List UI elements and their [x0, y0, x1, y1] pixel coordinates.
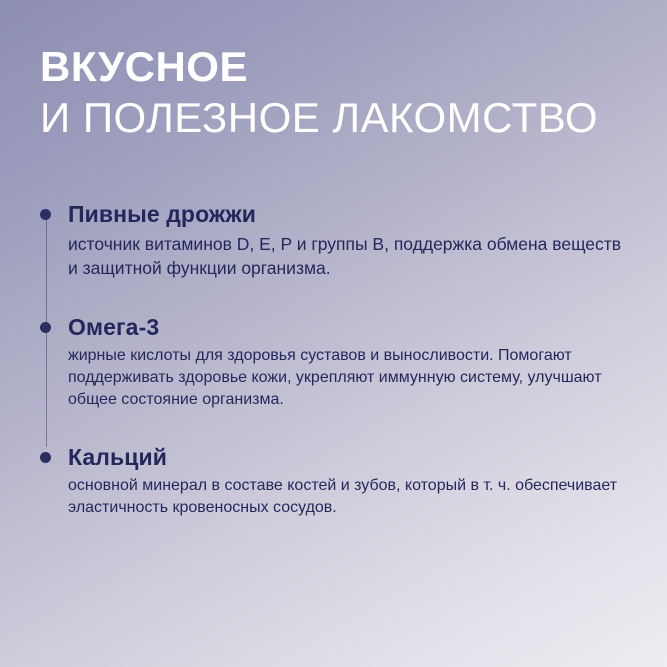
benefit-description: жирные кислоты для здоровья суставов и выносливости. Помогают поддерживать здоровье кожи, укрепляют иммунную систему, улучшают общее состояние организма.: [68, 347, 602, 408]
list-item: [68, 201, 627, 280]
list-item: [68, 314, 627, 410]
benefit-title: Кальций: [68, 444, 167, 471]
benefit-title: Пивные дрожжи: [68, 200, 256, 227]
list-item: [68, 444, 627, 519]
headline-line-2: И ПОЛЕЗНОЕ ЛАКОМСТВО: [40, 94, 599, 142]
headline-line-1: ВКУСНОЕ: [40, 43, 248, 90]
benefit-description: источник витаминов D, E, P и группы B, поддержка обмена веществ и защитной функции организма.: [68, 233, 622, 278]
page-title: [40, 44, 627, 141]
bullet-icon: [40, 452, 51, 463]
bullet-icon: [40, 209, 51, 220]
benefit-description: основной минерал в составе костей и зубов, который в т. ч. обеспечивает эластичность кровеносных сосудов.: [68, 477, 618, 516]
bullet-icon: [40, 322, 51, 333]
benefits-list: [40, 201, 627, 519]
benefit-title: Омега-3: [68, 314, 160, 340]
